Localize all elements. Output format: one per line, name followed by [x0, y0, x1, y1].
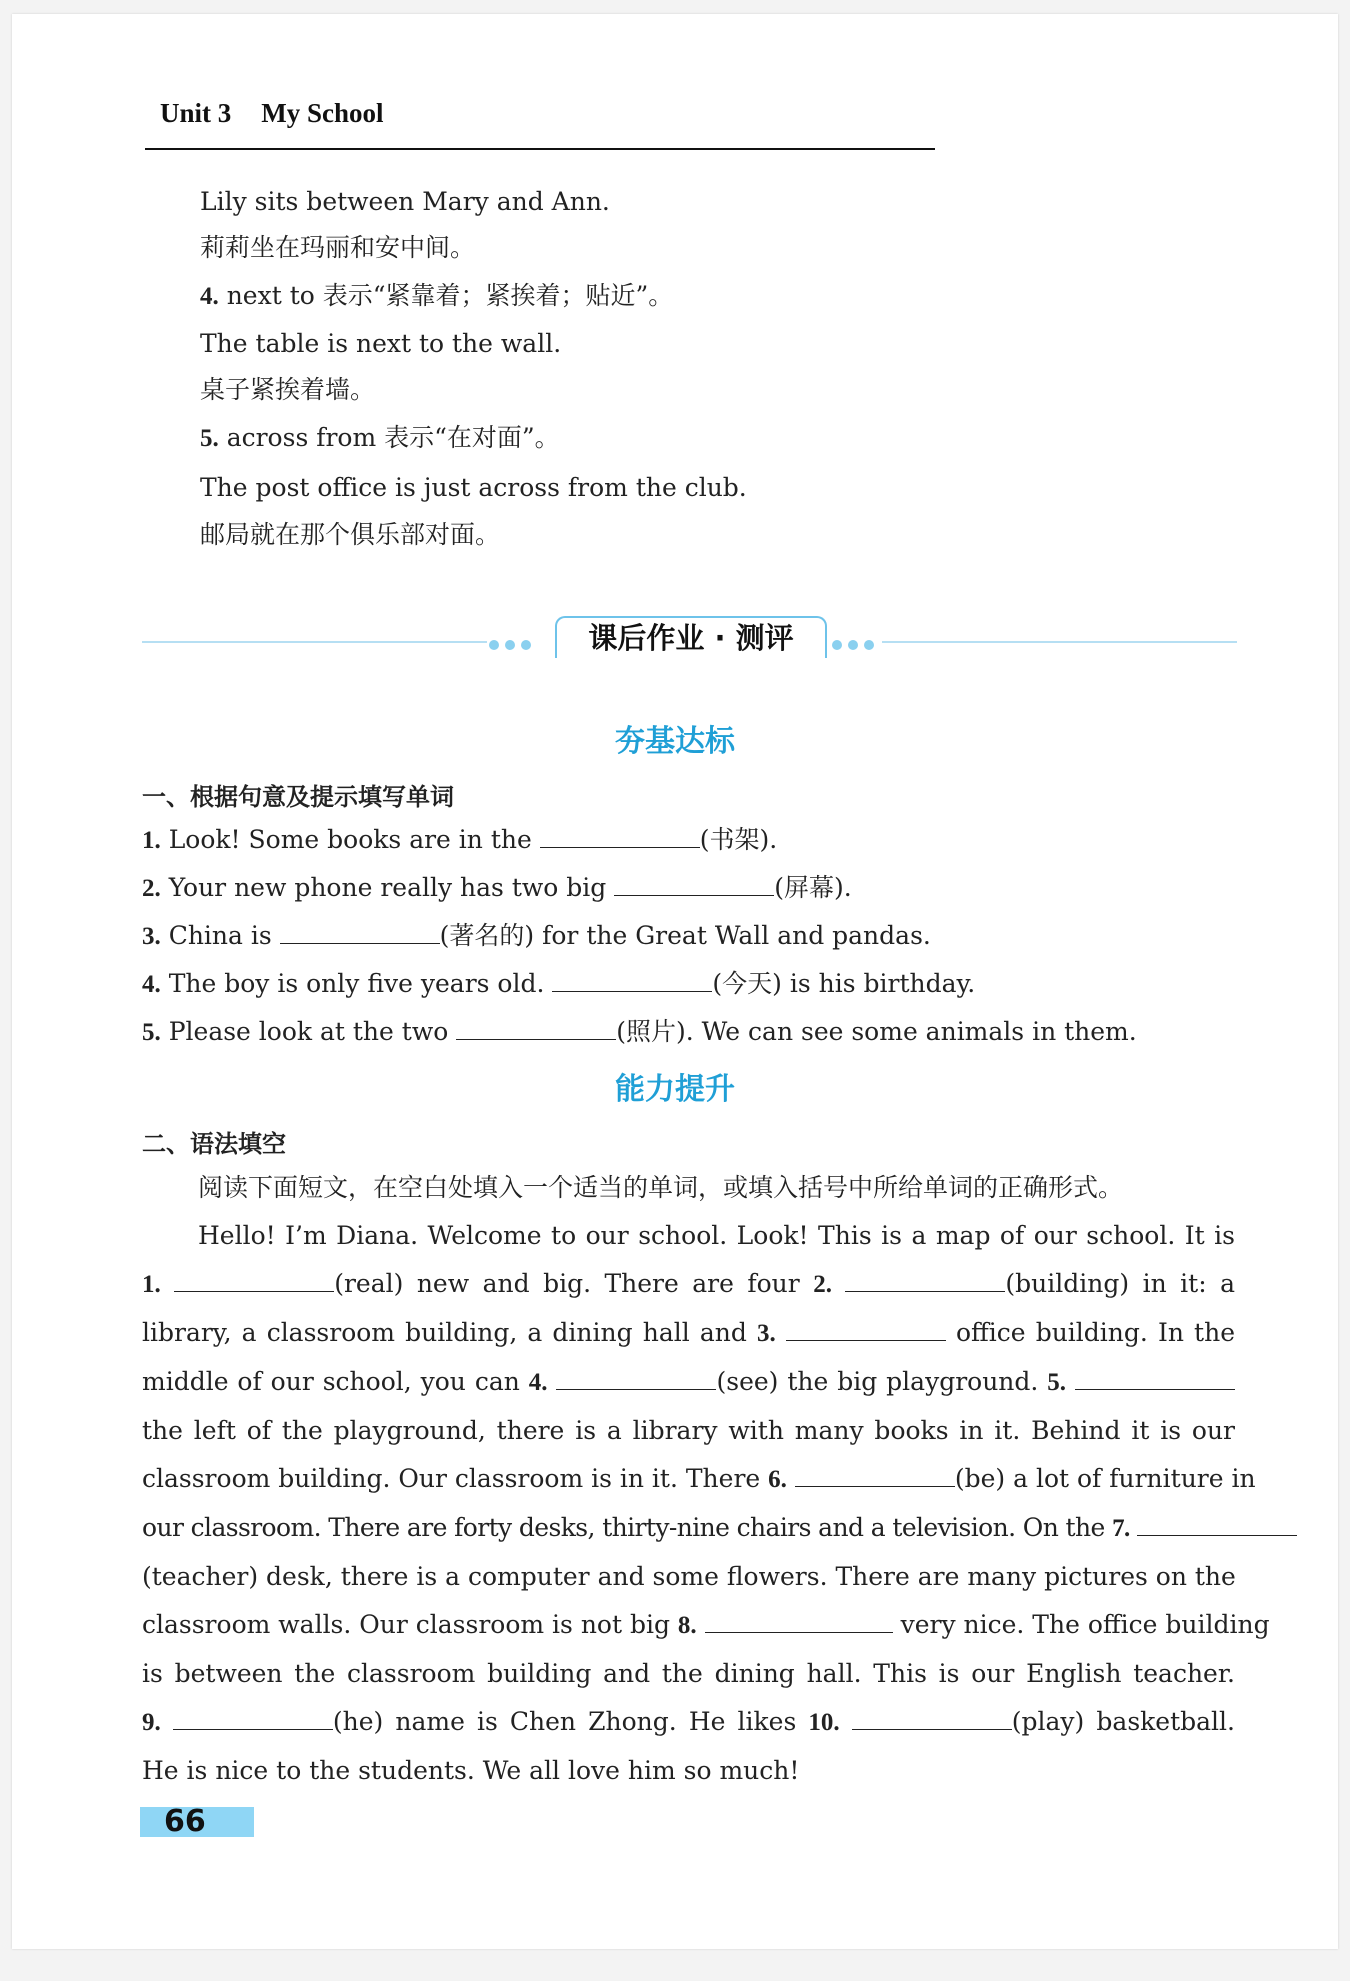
- passage-text: middle of our school, you can: [142, 1367, 520, 1396]
- note-item-5: [200, 422, 560, 455]
- question-hint: (今天) is his birthday.: [712, 969, 976, 998]
- instruction-text: 阅读下面短文，在空白处填入一个适当的单词，或填入括号中所给单词的正确形式。: [198, 1173, 1124, 1202]
- answer-blank[interactable]: [705, 1610, 893, 1633]
- answer-blank[interactable]: [786, 1318, 946, 1341]
- unit-title: My School: [261, 98, 384, 128]
- blank-number: 2.: [813, 1271, 832, 1298]
- example-sentence: The table is next to the wall.: [200, 329, 562, 358]
- passage-line: is between the classroom building and the dining hall. This is our English teacher.: [142, 1659, 1235, 1688]
- note-number: 5.: [200, 425, 219, 452]
- divider-rule-right: [882, 641, 1237, 643]
- answer-blank[interactable]: [1075, 1367, 1235, 1390]
- passage-text: (play) basketball.: [1011, 1707, 1235, 1736]
- question-hint: (照片). We can see some animals in them.: [616, 1017, 1137, 1046]
- answer-blank[interactable]: [1137, 1513, 1297, 1536]
- exercise-heading-1: 一、根据句意及提示填写单词: [142, 783, 454, 811]
- page-number: 66: [140, 1807, 254, 1837]
- question-5: [142, 1016, 1137, 1049]
- header-rule: [145, 148, 935, 150]
- answer-blank[interactable]: [845, 1269, 1005, 1292]
- question-text: The boy is only five years old.: [168, 969, 545, 998]
- passage-line: [142, 1260, 1235, 1309]
- passage-line: (teacher) desk, there is a computer and some flowers. There are many pictures on the: [142, 1562, 1236, 1591]
- blank-number: 9.: [142, 1709, 161, 1736]
- question-number: 5.: [142, 1019, 161, 1046]
- question-3: [142, 920, 931, 953]
- blank-number: 3.: [756, 1320, 776, 1347]
- question-number: 2.: [142, 875, 161, 902]
- question-4: [142, 968, 975, 1001]
- answer-blank[interactable]: [614, 873, 774, 896]
- passage-line: [142, 1504, 1235, 1553]
- section-title-basic: 夯基达标: [615, 724, 735, 759]
- passage-line: [142, 1358, 1235, 1407]
- blank-number: 8.: [677, 1612, 697, 1639]
- passage-text: office building. In the: [955, 1318, 1236, 1347]
- question-hint: (书架).: [699, 825, 778, 854]
- passage-line: the left of the playground, there is a library with many books in it. Behind it is our: [142, 1416, 1235, 1445]
- question-hint: (屏幕).: [774, 873, 852, 902]
- note-text: next to 表示“紧靠着；紧挨着；贴近”。: [226, 281, 674, 310]
- passage-text: very nice. The office building: [900, 1610, 1270, 1639]
- section-divider: [142, 616, 1237, 660]
- passage-line: Hello! I’m Diana. Welcome to our school. Look! This is a map of our school. It is: [198, 1221, 1235, 1250]
- passage-text: library, a classroom building, a dining hall and: [142, 1318, 747, 1347]
- blank-number: 6.: [768, 1466, 787, 1493]
- divider-dots-right: [832, 635, 880, 654]
- question-text: Look! Some books are in the: [168, 825, 532, 854]
- answer-blank[interactable]: [540, 825, 700, 848]
- passage-line: [142, 1309, 1235, 1358]
- blank-number: 4.: [528, 1369, 548, 1396]
- note-item-4: [200, 280, 673, 313]
- homework-banner: 课后作业 · 测评: [555, 616, 827, 658]
- question-number: 3.: [142, 923, 161, 950]
- passage-text: classroom walls. Our classroom is not big: [142, 1610, 670, 1639]
- passage-text: (be) a lot of furniture in: [954, 1464, 1256, 1493]
- answer-blank[interactable]: [173, 1707, 333, 1730]
- passage-line: He is nice to the students. We all love him so much!: [142, 1756, 800, 1785]
- question-number: 1.: [142, 827, 161, 854]
- divider-rule-left: [142, 641, 487, 643]
- unit-label: Unit 3: [160, 98, 232, 128]
- blank-number: 10.: [808, 1709, 840, 1736]
- question-text: China is: [168, 921, 272, 950]
- question-2: [142, 872, 852, 905]
- section-title-advanced: 能力提升: [615, 1072, 735, 1107]
- answer-blank[interactable]: [174, 1269, 334, 1292]
- question-text: Please look at the two: [168, 1017, 449, 1046]
- exercise-heading-2: 二、语法填空: [142, 1130, 286, 1158]
- example-translation: 桌子紧挨着墙。: [200, 375, 376, 404]
- workbook-page: [12, 14, 1338, 1949]
- answer-blank[interactable]: [556, 1367, 716, 1390]
- question-hint: (著名的) for the Great Wall and pandas.: [439, 921, 931, 950]
- answer-blank[interactable]: [552, 969, 712, 992]
- question-1: [142, 824, 777, 857]
- example-translation: 邮局就在那个俱乐部对面。: [200, 520, 501, 549]
- divider-dots-left: [489, 635, 537, 654]
- blank-number: 7.: [1112, 1515, 1130, 1542]
- note-number: 4.: [200, 283, 219, 310]
- answer-blank[interactable]: [280, 921, 440, 944]
- question-number: 4.: [142, 971, 161, 998]
- passage-text: (see) the big playground.: [716, 1367, 1039, 1396]
- example-sentence: The post office is just across from the club.: [200, 473, 747, 502]
- passage-line: [142, 1601, 1270, 1650]
- example-sentence: Lily sits between Mary and Ann.: [200, 187, 610, 216]
- answer-blank[interactable]: [852, 1707, 1012, 1730]
- answer-blank[interactable]: [795, 1464, 955, 1487]
- passage-line: [142, 1455, 1256, 1504]
- passage-line: [142, 1698, 1235, 1747]
- passage-text: (building) in it: a: [1005, 1269, 1235, 1298]
- blank-number: 5.: [1047, 1369, 1067, 1396]
- passage-text: (he) name is Chen Zhong. He likes: [332, 1707, 797, 1736]
- cloze-passage: [142, 1164, 1270, 1795]
- blank-number: 1.: [142, 1271, 161, 1298]
- passage-text: classroom building. Our classroom is in it. There: [142, 1464, 761, 1493]
- example-translation: 莉莉坐在玛丽和安中间。: [200, 233, 476, 262]
- question-text: Your new phone really has two big: [168, 873, 607, 902]
- answer-blank[interactable]: [456, 1017, 616, 1040]
- passage-text: our classroom. There are forty desks, thirty-nine chairs and a television. On the: [142, 1513, 1105, 1542]
- note-text: across from 表示“在对面”。: [226, 423, 560, 452]
- running-header: [160, 98, 384, 129]
- passage-text: (real) new and big. There are four: [334, 1269, 800, 1298]
